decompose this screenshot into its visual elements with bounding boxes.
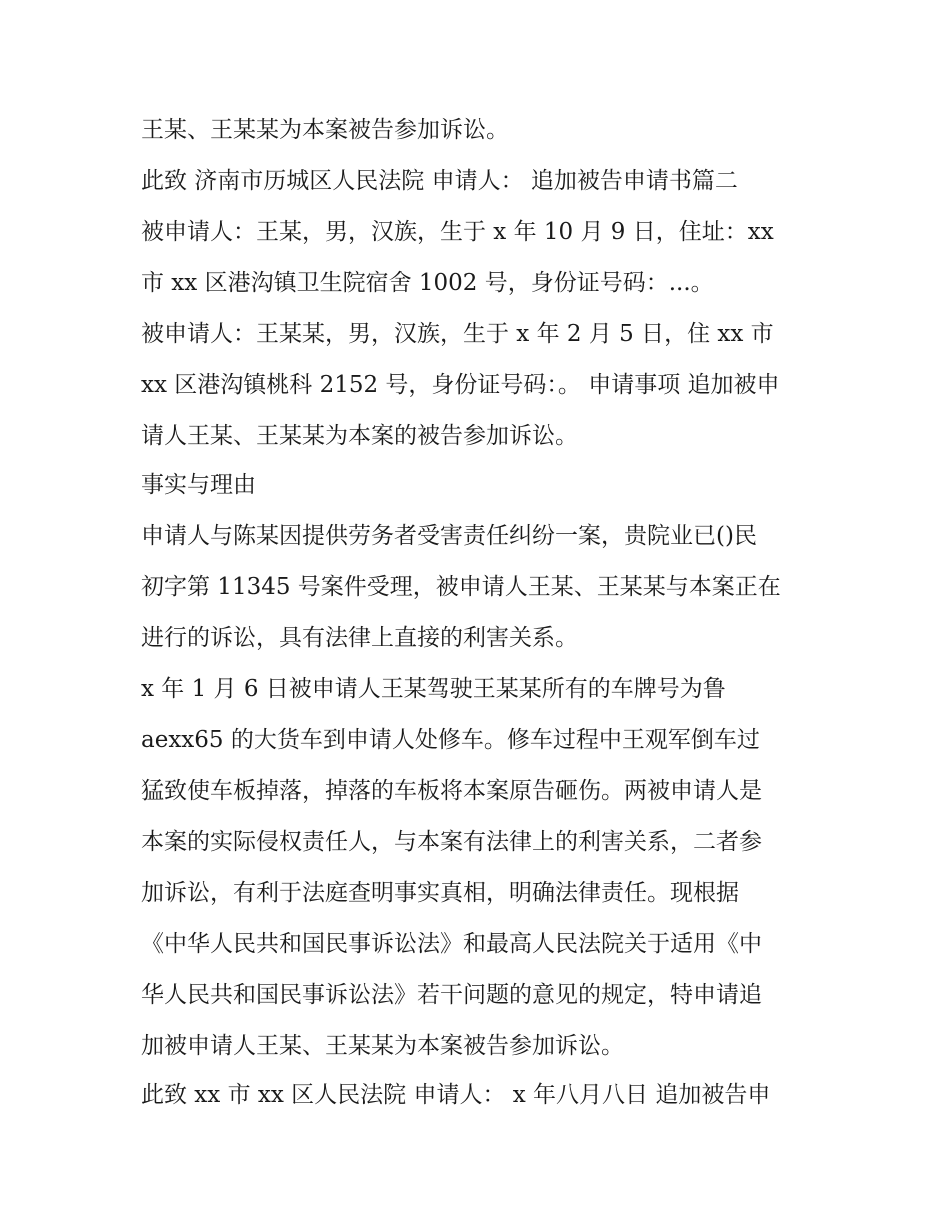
text-line: 华人民共和国民事诉讼法》若干问题的意见的规定，特申请追	[141, 982, 762, 1008]
text-line: 被申请人：王某，男，汉族，生于 x 年 10 月 9 日，住址：xx	[141, 219, 774, 245]
text-line: 进行的诉讼，具有法律上直接的利害关系。	[141, 625, 578, 651]
text-line: 此致 济南市历城区人民法院 申请人： 追加被告申请书篇二	[141, 168, 738, 194]
text-line: xx 区港沟镇桃科 2152 号，身份证号码：。 申请事项 追加被申	[141, 372, 780, 398]
text-line: 本案的实际侵权责任人，与本案有法律上的利害关系，二者参	[141, 829, 762, 855]
text-line: 此致 xx 市 xx 区人民法院 申请人： x 年八月八日 追加被告申	[141, 1082, 771, 1108]
text-line: 加被申请人王某、王某某为本案被告参加诉讼。	[141, 1033, 624, 1059]
text-line: 申请人与陈某因提供劳务者受害责任纠纷一案，贵院业已()民	[141, 523, 757, 549]
text-line: 被申请人：王某某，男，汉族，生于 x 年 2 月 5 日，住 xx 市	[141, 321, 774, 347]
text-line: x 年 1 月 6 日被申请人王某驾驶王某某所有的车牌号为鲁	[141, 676, 726, 702]
text-line: 加诉讼，有利于法庭查明事实真相，明确法律责任。现根据	[141, 880, 739, 906]
section-heading: 事实与理由	[141, 472, 256, 498]
text-line: 猛致使车板掉落，掉落的车板将本案原告砸伤。两被申请人是	[141, 778, 762, 804]
text-line: 初字第 11345 号案件受理，被申请人王某、王某某与本案正在	[141, 574, 781, 600]
text-line: 市 xx 区港沟镇卫生院宿舍 1002 号，身份证号码：...。	[141, 270, 714, 296]
text-line: 《中华人民共和国民事诉讼法》和最高人民法院关于适用《中	[141, 931, 762, 957]
text-line: 请人王某、王某某为本案的被告参加诉讼。	[141, 423, 578, 449]
text-line: aexx65 的大货车到申请人处修车。修车过程中王观军倒车过	[141, 727, 760, 753]
text-line: 王某、王某某为本案被告参加诉讼。	[141, 117, 509, 143]
